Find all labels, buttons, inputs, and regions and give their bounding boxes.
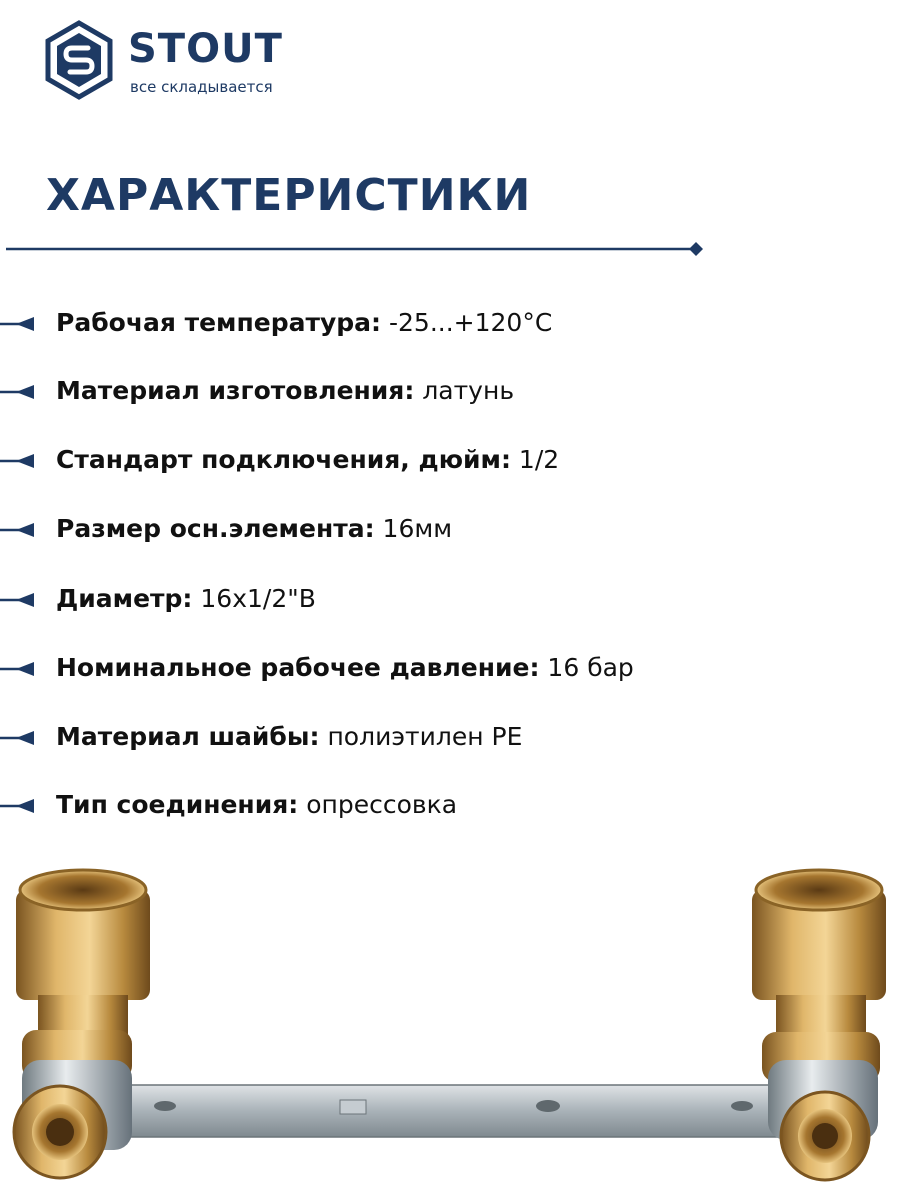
spec-item [0,649,900,689]
spec-label: Материал шайбы: [56,722,320,751]
spec-item [0,580,900,620]
brand-name: STOUT [128,26,283,72]
section-title: ХАРАКТЕРИСТИКИ [46,170,532,221]
spec-label: Тип соединения: [56,790,299,819]
spec-value: -25...+120°C [381,308,553,337]
arrow-marker-icon [0,453,36,469]
spec-item [0,441,900,481]
brand-logo [44,20,284,100]
product-image [0,860,900,1200]
spec-value: полиэтилен PE [319,722,523,751]
arrow-marker-icon [0,661,36,677]
spec-item [0,372,900,412]
arrow-marker-icon [0,730,36,746]
spec-item [0,786,900,826]
arrow-marker-icon [0,384,36,400]
spec-label: Размер осн.элемента: [56,514,375,543]
spec-label: Диаметр: [56,584,193,613]
spec-value: 16мм [374,514,453,543]
spec-item [0,718,900,758]
spec-label: Рабочая температура: [56,308,382,337]
spec-value: латунь [414,376,515,405]
spec-item [0,304,900,344]
spec-item [0,510,900,550]
spec-value: 1/2 [510,445,560,474]
spec-value: 16 бар [539,653,634,682]
arrow-marker-icon [0,522,36,538]
spec-label: Стандарт подключения, дюйм: [56,445,511,474]
spec-value: 16x1/2"B [192,584,316,613]
spec-label: Материал изготовления: [56,376,415,405]
stout-hexagon-logo-icon [44,20,114,100]
arrow-marker-icon [0,316,36,332]
title-divider [6,241,704,257]
arrow-marker-icon [0,592,36,608]
spec-value: опрессовка [298,790,458,819]
arrow-marker-icon [0,798,36,814]
brand-tagline: все складывается [130,78,273,96]
spec-label: Номинальное рабочее давление: [56,653,540,682]
